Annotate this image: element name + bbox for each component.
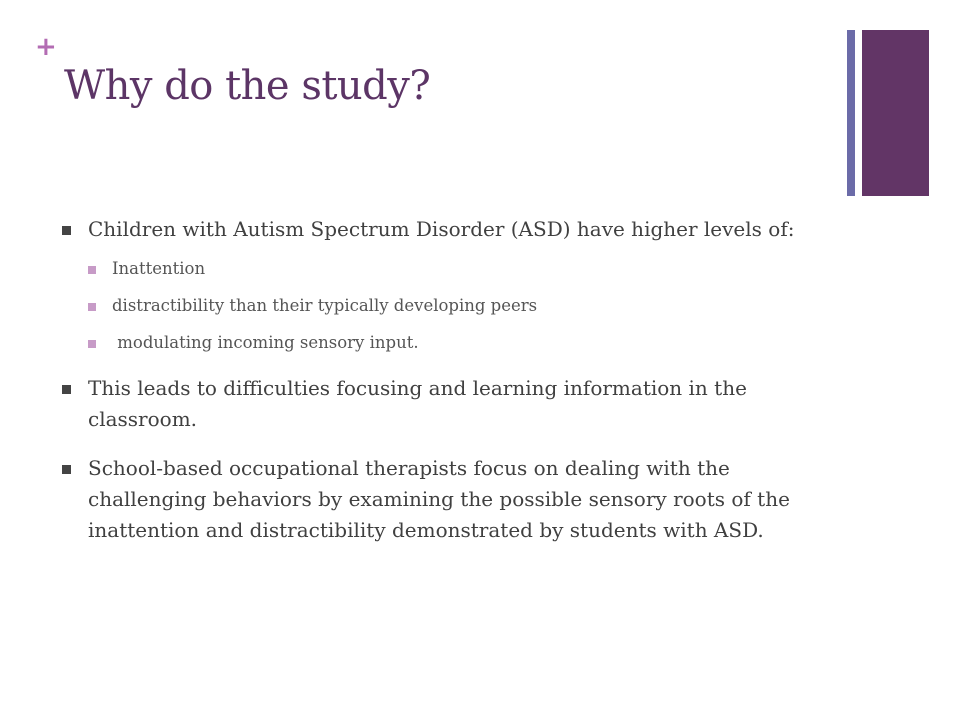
slide-title: Why do the study? <box>64 63 431 109</box>
bullet-text: Children with Autism Spectrum Disorder (ASD) have higher levels of: <box>88 217 795 241</box>
sub-bullet-text: Inattention <box>112 259 206 278</box>
square-sub-bullet-icon <box>88 303 96 311</box>
accent-bar-wide <box>862 30 929 196</box>
sub-bullet-text: modulating incoming sensory input. <box>112 333 419 352</box>
accent-bar-thin <box>847 30 855 196</box>
slide-content <box>62 214 832 564</box>
square-bullet-icon <box>62 465 71 474</box>
bullet-item-difficulties <box>62 373 832 435</box>
bullet-list <box>62 214 832 546</box>
bullet-text: This leads to difficulties focusing and learning information in the classroom. <box>88 376 747 431</box>
sub-bullet-item <box>88 331 832 355</box>
square-bullet-icon <box>62 226 71 235</box>
bullet-item-therapists <box>62 453 832 546</box>
sub-bullet-text: distractibility than their typically developing peers <box>112 296 538 315</box>
square-bullet-icon <box>62 385 71 394</box>
sub-bullet-item <box>88 257 832 281</box>
sub-bullet-list <box>88 257 832 355</box>
plus-mark-icon: + <box>35 32 57 62</box>
bullet-text: School-based occupational therapists focus on dealing with the challenging behaviors by examining the possible sensory roots of the inattention and distractibility demonstrated by students with ASD. <box>88 456 790 542</box>
square-sub-bullet-icon <box>88 340 96 348</box>
bullet-item-asd-levels <box>62 214 832 355</box>
sub-bullet-item <box>88 294 832 318</box>
square-sub-bullet-icon <box>88 266 96 274</box>
